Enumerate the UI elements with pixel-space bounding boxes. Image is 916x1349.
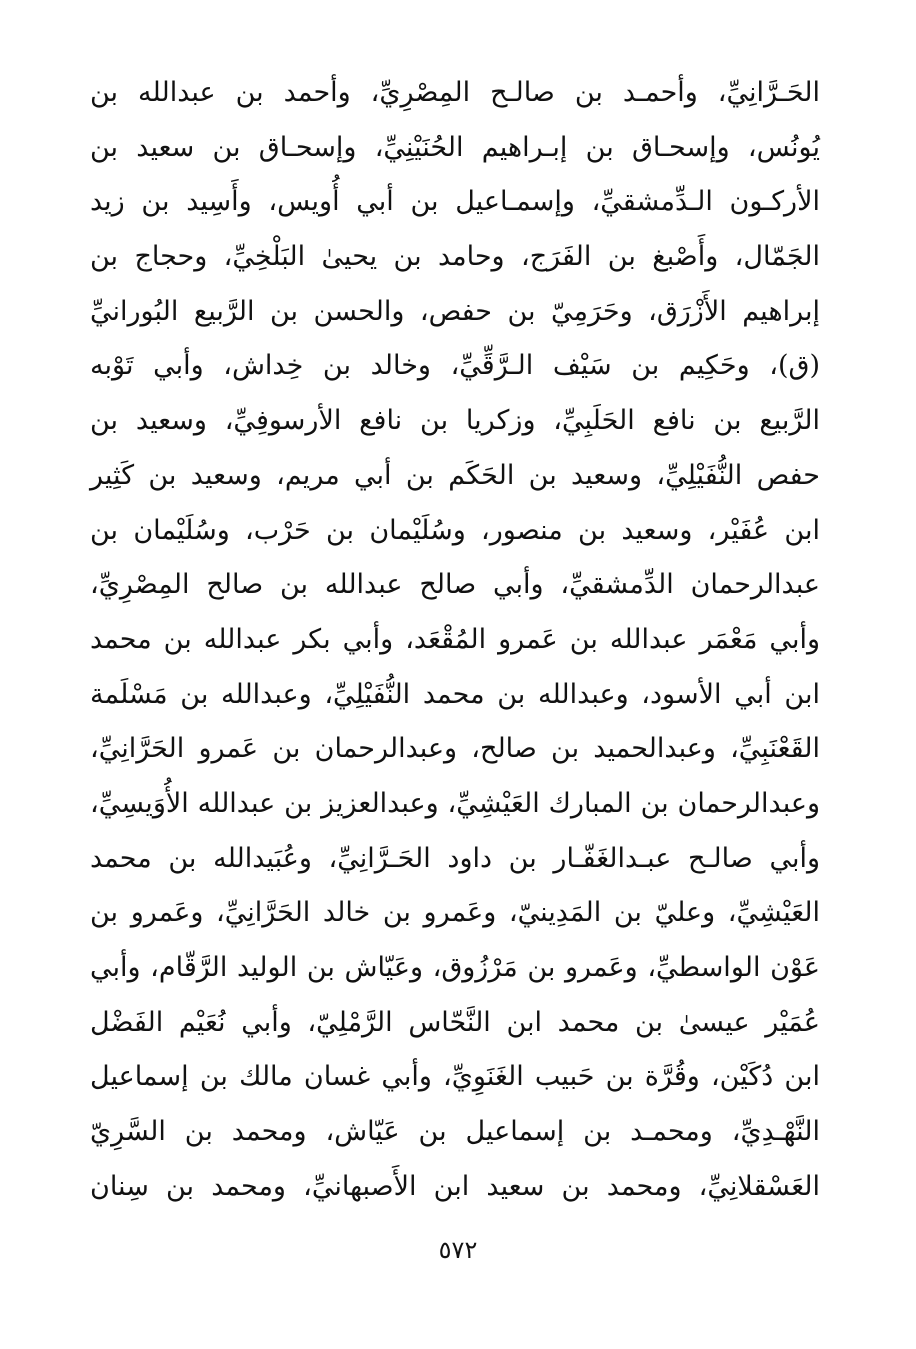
text-line-19: ابن دُكَيْن، وقُرَّة بن حَبيب الغَنَوِيِّ، وأبي غسان مالك بن إسماعيل <box>90 1061 820 1093</box>
text-line-7: الرَّبيع بن نافع الحَلَبِيِّ، وزكريا بن نافع الأرسوفِيِّ، وسعيد بن <box>90 405 820 437</box>
body-text <box>90 66 820 1214</box>
text-line-18: عُمَيْر عيسىٰ بن محمد ابن النَّحّاس الرَّمْلِيّ، وأبي نُعَيْم الفَضْل <box>90 1006 820 1038</box>
text-line-16: العَيْشِيِّ، وعليّ بن المَدِينيّ، وعَمرو بن خالد الحَرَّانِيِّ، وعَمرو بن <box>90 897 820 929</box>
text-line-11: وأبي مَعْمَر عبدالله بن عَمرو المُقْعَد، وأبي بكر عبدالله بن محمد <box>90 623 820 655</box>
text-line-8: حفص النُّفَيْلِيِّ، وسعيد بن الحَكَم بن أبي مريم، وسعيد بن كَثِير <box>90 459 820 491</box>
text-line-15: وأبي صالـح عبـدالغَفّـار بن داود الحَـرَّانِيِّ، وعُبَيدالله بن محمد <box>90 842 820 874</box>
text-line-9: ابن عُفَيْر، وسعيد بن منصور، وسُلَيْمان بن حَرْب، وسُلَيْمان بن <box>90 514 820 546</box>
text-line-3: الأركـون الـدِّمشقيِّ، وإسمـاعيل بن أبي أُويس، وأَسِيد بن زيد <box>90 186 820 218</box>
page-number: ٥٧٢ <box>438 1236 478 1264</box>
text-line-20: النَّهْـدِيِّ، ومحمـد بن إسماعيل بن عَيّاش، ومحمد بن السَّرِيّ <box>90 1116 820 1148</box>
text-line-12: ابن أبي الأسود، وعبدالله بن محمد النُّفَيْلِيِّ، وعبدالله بن مَسْلَمة <box>90 678 820 710</box>
text-line-5: إبراهيم الأَزْرَق، وحَرَمِيّ بن حفص، والحسن بن الرَّبيع البُورانيِّ <box>90 295 820 327</box>
text-line-2: يُونُس، وإسحـاق بن إبـراهيم الحُنَيْنِيِّ، وإسحـاق بن سعيد بن <box>90 131 820 163</box>
text-line-4: الجَمّال، وأَصْبغ بن الفَرَج، وحامد بن يحيىٰ البَلْخِيِّ، وحجاج بن <box>90 241 820 273</box>
text-line-1: الحَـرَّانِيِّ، وأحمـد بن صالـح المِصْرِيِّ، وأحمد بن عبدالله بن <box>90 77 820 108</box>
text-line-10: عبدالرحمان الدِّمشقيِّ، وأبي صالح عبدالله بن صالح المِصْرِيِّ، <box>90 569 820 601</box>
text-line-21: العَسْقلانِيِّ، ومحمد بن سعيد ابن الأَصبهانيِّ، ومحمد بن سِنان <box>90 1170 820 1202</box>
text-line-6: (ق)، وحَكِيم بن سَيْف الـرَّقِّيِّ، وخالد بن خِداش، وأبي تَوْبه <box>90 350 820 382</box>
text-line-13: القَعْنَبِيِّ، وعبدالحميد بن صالح، وعبدالرحمان بن عَمرو الحَرَّانِيِّ، <box>90 733 820 765</box>
text-line-14: وعبدالرحمان بن المبارك العَيْشِيِّ، وعبدالعزيز بن عبدالله الأُوَيسِيِّ، <box>90 787 820 819</box>
text-line-17: عَوْن الواسطيِّ، وعَمرو بن مَرْزُوق، وعَيّاش بن الوليد الرَّقّام، وأبي <box>90 952 820 983</box>
